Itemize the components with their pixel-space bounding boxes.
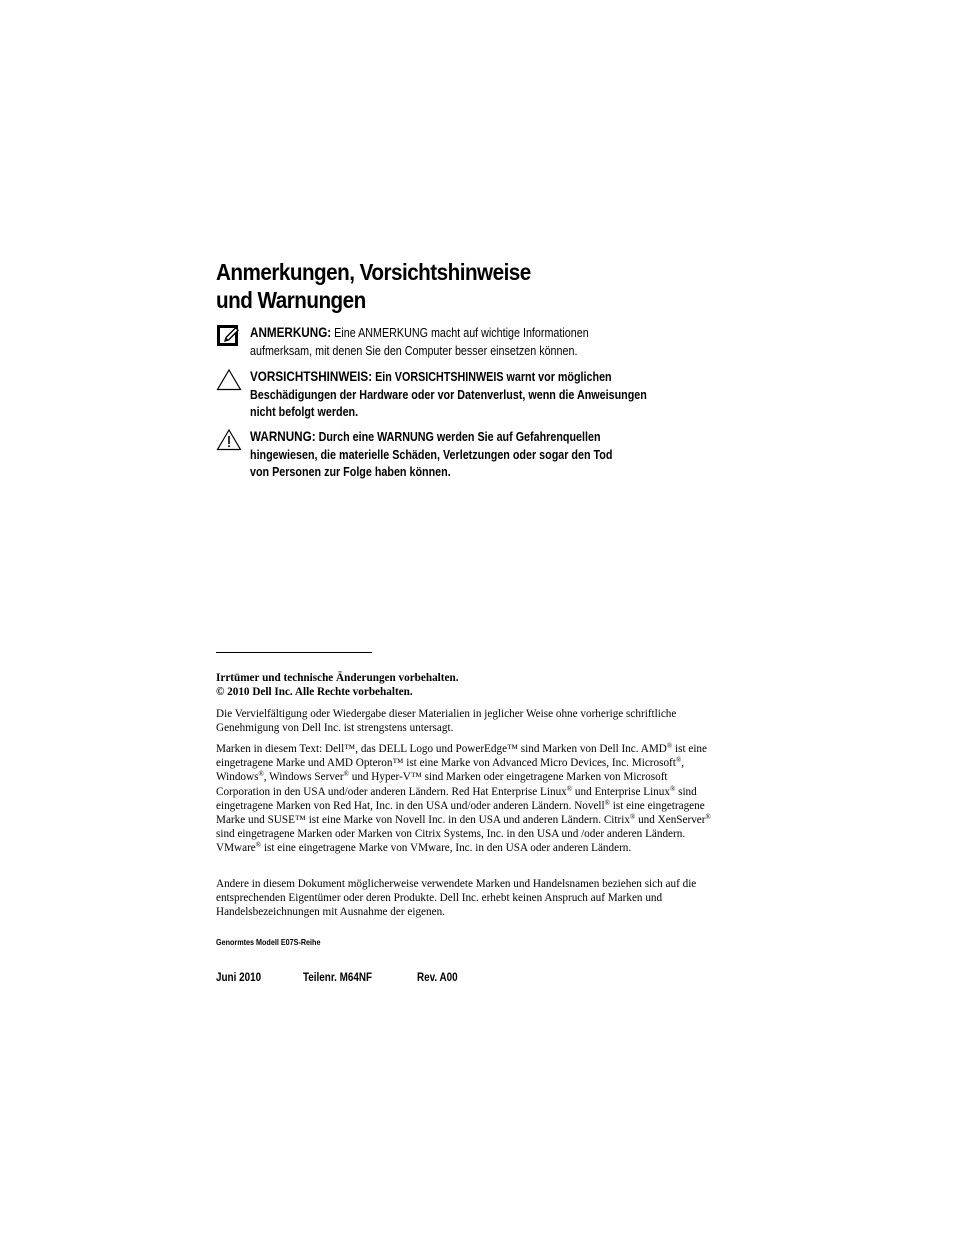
footer-part-number: Teilenr. M64NF	[303, 972, 373, 984]
footnote-divider	[216, 652, 372, 653]
footer-date: Juni 2010	[216, 972, 262, 984]
rights-notice	[216, 671, 716, 699]
note-label: ANMERKUNG:	[250, 325, 332, 340]
warning-exclamation-icon	[216, 428, 242, 452]
regulatory-model: Genormtes Modell E07S-Reihe	[216, 937, 321, 947]
warning-text: WARNUNG: Durch eine WARNUNG werden Sie auf Gefahrenquellen hingewiesen, die materielle Schäden, Verletzungen oder sogar den Tod von Personen zur Folge haben können.	[250, 429, 613, 479]
caution-triangle-icon	[216, 368, 242, 392]
pencil-note-icon	[216, 324, 242, 348]
errors-reserved: Irrtümer und technische Änderungen vorbehalten.	[216, 672, 459, 684]
page-title	[216, 258, 709, 314]
reproduction-notice: Die Vervielfältigung oder Wiedergabe dieser Materialien in jeglicher Weise ohne vorherige schriftliche Genehmigung von Dell Inc. ist strengstens untersagt.	[216, 708, 677, 735]
page-title-line-2: und Warnungen	[216, 287, 366, 313]
note-text: ANMERKUNG: Eine ANMERKUNG macht auf wichtige Informationen aufmerksam, mit denen Sie den Computer besser einsetzen können.	[250, 325, 589, 358]
caution-label: VORSICHTSHINWEIS:	[250, 369, 373, 384]
footer-revision: Rev. A00	[417, 972, 458, 984]
copyright: © 2010 Dell Inc. Alle Rechte vorbehalten.	[216, 686, 413, 699]
page-title-line-1: Anmerkungen, Vorsichtshinweise	[216, 259, 531, 285]
trademarks-paragraph: Marken in diesem Text: Dell™, das DELL Logo und PowerEdge™ sind Marken von Dell Inc. AMD® ist eine eingetragene Marke und AMD Opteron™ ist eine Marke von Advanced Micro Devices, Inc. Microsoft®, Windows®, Windows Server® und Hyper-V™ sind Marken oder eingetragene Marken von Microsoft Corporation in den USA und/oder anderen Ländern. Red Hat Enterprise Linux® und Enterprise Linux® sind eingetragene Marken von Red Hat, Inc. in den USA und/oder anderen Ländern. Novell® ist eine eingetragene Marke und SUSE™ ist eine Marke von Novell Inc. in den USA und anderen Ländern. Citrix® und XenServer® sind eingetragene Marken oder Marken von Citrix Systems, Inc. in den USA und /oder anderen Ländern. VMware® ist eine eingetragene Marke von VMware, Inc. in den USA oder anderen Ländern.	[216, 742, 711, 855]
other-trademarks-notice: Andere in diesem Dokument möglicherweise verwendete Marken und Handelsnamen beziehen sich auf die entsprechenden Eigentümer oder deren Produkte. Dell Inc. erhebt keinen Anspruch auf Marken und Handelsbezeichnungen mit Ausnahme der eigenen.	[216, 878, 697, 919]
warning-label: WARNUNG:	[250, 429, 316, 444]
caution-text: VORSICHTSHINWEIS: Ein VORSICHTSHINWEIS warnt vor möglichen Beschädigungen der Hardware oder vor Datenverlust, wenn die Anweisungen nicht befolgt werden.	[250, 369, 647, 419]
